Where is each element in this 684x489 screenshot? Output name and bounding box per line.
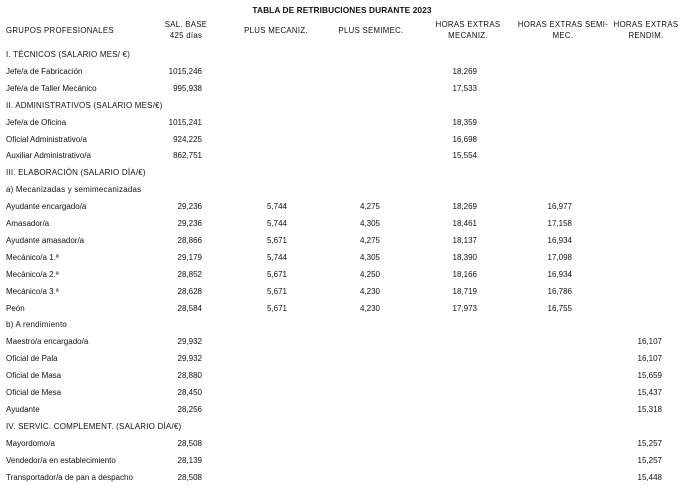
- sal-base-value: 1015,241: [168, 117, 202, 127]
- hx-mecaniz-value: 18,461: [452, 219, 477, 228]
- section-heading: [0, 100, 684, 117]
- header-hx-rendim-line1: HORAS EXTRAS: [613, 20, 679, 29]
- section-heading: [0, 167, 684, 184]
- row-label: Oficial de Masa: [6, 371, 62, 381]
- sal-base-value: 28,256: [177, 404, 202, 414]
- table-row: [0, 286, 684, 303]
- table-row: [0, 472, 684, 489]
- table-title: TABLA DE RETRIBUCIONES DURANTE 2023: [252, 5, 432, 15]
- table-row: [0, 269, 684, 286]
- row-label: Maestro/a encargado/a: [6, 337, 89, 347]
- table-row: [0, 201, 684, 218]
- plus-mecaniz-value: 5,671: [266, 286, 287, 296]
- table-row: [0, 455, 684, 472]
- table-row: [0, 235, 684, 252]
- header-sal-base: [150, 19, 222, 41]
- row-label: Vendedor/a en establecimiento: [6, 455, 116, 465]
- plus-semimec-value: 4,275: [359, 235, 380, 245]
- sal-base-value: 28,852: [177, 269, 202, 279]
- plus-mecaniz-value: 5,671: [266, 303, 287, 313]
- header-hx-mecaniz: [420, 19, 516, 41]
- plus-mecaniz-value: 5,744: [266, 202, 287, 212]
- sal-base-value: 29,932: [177, 354, 202, 364]
- table-row: [0, 150, 684, 167]
- hx-semimec-value: 17,098: [547, 252, 572, 262]
- header-hx-mecaniz-line1: HORAS EXTRAS: [435, 20, 501, 29]
- table-row: [0, 66, 684, 83]
- hx-mecaniz-value: 18,269: [452, 66, 477, 76]
- header-hx-mecaniz-line2: MECANIZ.: [448, 31, 488, 40]
- hx-rendim-value: 15,437: [637, 388, 662, 397]
- section-heading: [0, 319, 684, 336]
- hx-mecaniz-value: 18,269: [452, 202, 477, 212]
- row-label: Jefe/a de Oficina: [6, 117, 67, 127]
- header-sal-base-line1: SAL. BASE: [164, 20, 208, 29]
- table-row: [0, 218, 684, 235]
- hx-semimec-value: 16,934: [547, 269, 572, 279]
- hx-mecaniz-value: 18,359: [452, 117, 477, 127]
- row-label: Peón: [6, 303, 25, 313]
- section-label: II. ADMINISTRATIVOS (SALARIO MES/€): [6, 100, 163, 110]
- row-label: Ayudante amasador/a: [6, 235, 85, 245]
- hx-mecaniz-value: 18,719: [452, 286, 477, 296]
- plus-semimec-value: 4,250: [359, 269, 380, 279]
- section-label: a) Mecanizadas y semimecanizadas: [6, 185, 142, 195]
- plus-mecaniz-value: 5,744: [266, 252, 287, 262]
- row-label: Jefe/a de Fabricación: [6, 66, 83, 76]
- sal-base-value: 924,225: [173, 134, 202, 144]
- hx-rendim-value: 15,659: [637, 371, 662, 381]
- row-label: Amasador/a: [6, 219, 50, 228]
- hx-mecaniz-value: 17,973: [452, 303, 477, 313]
- sal-base-value: 1015,246: [168, 66, 202, 76]
- table-row: [0, 117, 684, 134]
- hx-semimec-value: 16,786: [547, 286, 572, 296]
- sal-base-value: 29,236: [177, 219, 202, 228]
- header-hx-semimec: [508, 19, 618, 41]
- header-plus-mecaniz: PLUS MECANIZ.: [244, 26, 308, 35]
- header-plus-semimec: PLUS SEMIMEC.: [338, 26, 404, 35]
- sal-base-value: 28,139: [177, 455, 202, 465]
- table-row: [0, 134, 684, 151]
- hx-rendim-value: 15,257: [637, 438, 662, 448]
- sal-base-value: 28,450: [177, 388, 202, 397]
- hx-mecaniz-value: 18,137: [452, 235, 477, 245]
- section-label: b) A rendimiento: [6, 320, 68, 330]
- hx-rendim-value: 15,318: [637, 404, 662, 414]
- row-label: Ayudante encargado/a: [6, 202, 87, 212]
- hx-mecaniz-value: 18,390: [452, 252, 477, 262]
- row-label: Transportador/a de pan a despacho: [6, 472, 133, 482]
- row-label: Jefe/a de Taller Mecánico: [6, 83, 97, 93]
- section-heading: [0, 184, 684, 201]
- hx-semimec-value: 16,977: [547, 202, 572, 212]
- sal-base-value: 29,179: [177, 252, 202, 262]
- row-label: Mecánico/a 3.ª: [6, 286, 59, 296]
- section-heading: [0, 49, 684, 66]
- hx-mecaniz-value: 15,554: [452, 151, 477, 161]
- hx-rendim-value: 15,448: [637, 472, 662, 482]
- row-label: Mecánico/a 2.ª: [6, 269, 59, 279]
- section-label: III. ELABORACIÓN (SALARIO DÍA/€): [6, 168, 146, 178]
- sal-base-value: 28,508: [177, 472, 202, 482]
- table-row: [0, 387, 684, 404]
- table-row: [0, 438, 684, 455]
- row-label: Oficial de Pala: [6, 354, 58, 364]
- header-hx-rendim: [608, 19, 684, 41]
- plus-mecaniz-value: 5,744: [266, 219, 287, 228]
- row-label: Ayudante: [6, 404, 40, 414]
- sal-base-value: 28,584: [177, 303, 202, 313]
- table-row: [0, 370, 684, 387]
- plus-semimec-value: 4,230: [359, 286, 380, 296]
- sal-base-value: 28,628: [177, 286, 202, 296]
- hx-mecaniz-value: 16,698: [452, 134, 477, 144]
- sal-base-value: 995,938: [173, 83, 202, 93]
- section-heading: [0, 421, 684, 438]
- plus-mecaniz-value: 5,671: [266, 235, 287, 245]
- table-row: [0, 303, 684, 320]
- header-grupos: GRUPOS PROFESIONALES: [6, 26, 114, 35]
- table-row: [0, 83, 684, 100]
- header-hx-rendim-line2: RENDIM.: [628, 31, 664, 40]
- hx-semimec-value: 17,158: [547, 219, 572, 228]
- hx-semimec-value: 16,934: [547, 235, 572, 245]
- sal-base-value: 28,866: [177, 235, 202, 245]
- hx-rendim-value: 16,107: [637, 337, 662, 347]
- sal-base-value: 29,932: [177, 337, 202, 347]
- plus-mecaniz-value: 5,671: [266, 269, 287, 279]
- table-row: [0, 353, 684, 370]
- plus-semimec-value: 4,305: [359, 219, 380, 228]
- sal-base-value: 862,751: [173, 151, 202, 161]
- table-row: [0, 336, 684, 353]
- hx-rendim-value: 15,257: [637, 455, 662, 465]
- table-row: [0, 252, 684, 269]
- plus-semimec-value: 4,275: [359, 202, 380, 212]
- row-label: Auxiliar Administrativo/a: [6, 151, 91, 161]
- plus-semimec-value: 4,305: [359, 252, 380, 262]
- row-label: Oficial de Mesa: [6, 388, 62, 397]
- plus-semimec-value: 4,230: [359, 303, 380, 313]
- section-label: I. TÉCNICOS (SALARIO MES/ €): [6, 50, 131, 59]
- section-label: IV. SERVIC. COMPLEMENT. (SALARIO DÍA/€): [6, 421, 182, 431]
- hx-semimec-value: 16,755: [547, 303, 572, 313]
- header-sal-base-line2: 425 días: [169, 31, 203, 40]
- hx-rendim-value: 16,107: [637, 354, 662, 364]
- sal-base-value: 28,880: [177, 371, 202, 381]
- table-row: [0, 404, 684, 421]
- sal-base-value: 28,508: [177, 438, 202, 448]
- header-hx-semimec-line1: HORAS EXTRAS SEMI-: [517, 20, 609, 29]
- row-label: Mayordomo/a: [6, 438, 55, 448]
- header-hx-semimec-line2: MEC.: [552, 31, 574, 40]
- sal-base-value: 29,236: [177, 202, 202, 212]
- row-label: Mecánico/a 1.ª: [6, 252, 59, 262]
- hx-mecaniz-value: 18,166: [452, 269, 477, 279]
- hx-mecaniz-value: 17,533: [452, 83, 477, 93]
- row-label: Oficial Administrativo/a: [6, 134, 87, 144]
